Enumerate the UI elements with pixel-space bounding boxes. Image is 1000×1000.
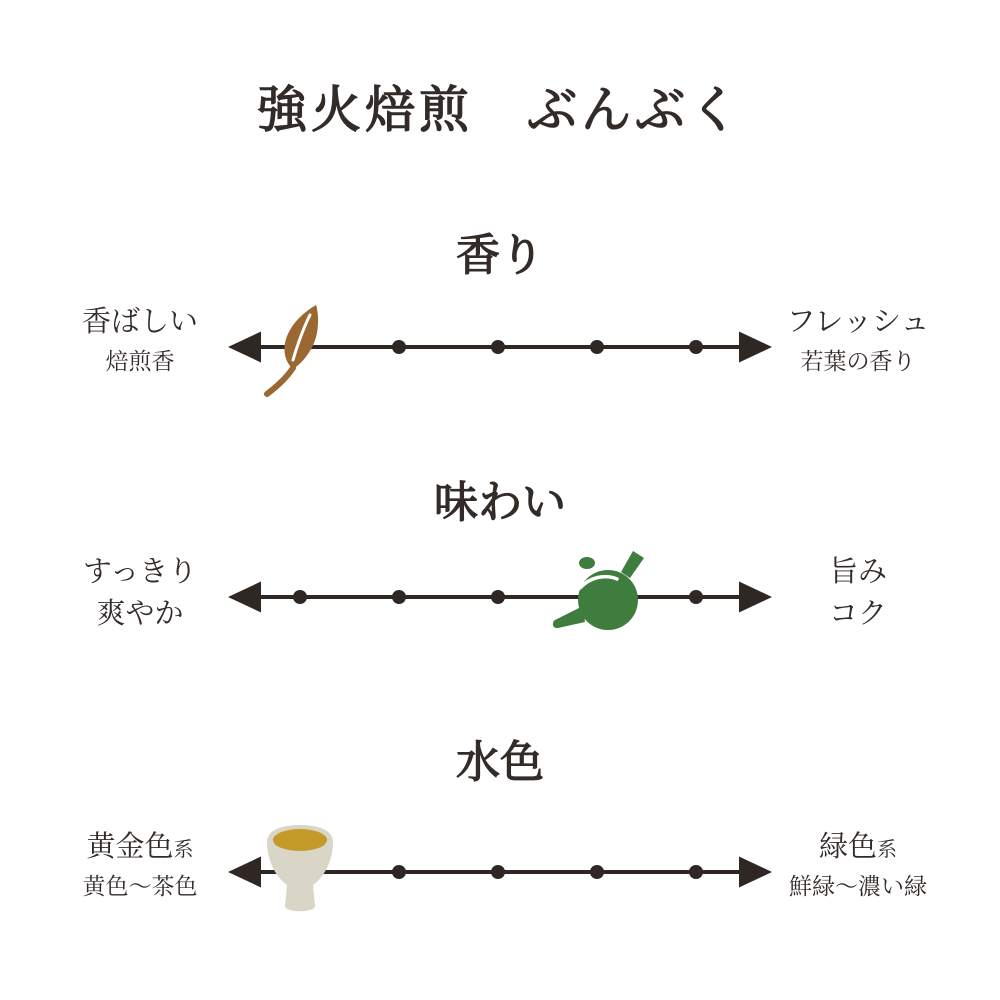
liquor-right-sub: 鮮緑〜濃い緑 (789, 873, 927, 899)
tick-dot (689, 340, 703, 354)
tick-dot (491, 590, 505, 604)
teapot-knob (579, 557, 595, 569)
taste-left-main: すっきり (82, 556, 198, 588)
tick-dot (689, 590, 703, 604)
liquor-right-label (758, 828, 958, 903)
left-arrowhead-icon (228, 332, 261, 363)
aroma-right-label (758, 303, 958, 378)
tick-dot (590, 865, 604, 879)
tick-dot (689, 865, 703, 879)
tick-dot (392, 340, 406, 354)
cup-tea-surface (273, 829, 327, 851)
teapot-handle (621, 551, 644, 578)
teapot-icon (547, 538, 647, 643)
tick-dot (590, 340, 604, 354)
left-arrowhead-icon (228, 857, 261, 888)
taste-right-sub: コク (828, 598, 887, 630)
liquor-left-main: 黄金色系 (86, 831, 194, 863)
tick-dot (293, 590, 307, 604)
liquor-right-main: 緑色系 (818, 831, 897, 863)
taste-right-label (758, 553, 958, 634)
scale-title-liquor: 水色 (456, 738, 544, 787)
scale-title-taste: 味わい (434, 478, 566, 527)
teapot-body (578, 570, 638, 630)
scale-title-aroma: 香り (456, 231, 544, 280)
taste-left-sub: 爽やか (96, 598, 184, 630)
aroma-right-sub: 若葉の香り (800, 348, 916, 374)
aroma-left-sub: 焙煎香 (105, 348, 175, 374)
aroma-left-main: 香ばしい (81, 306, 198, 338)
left-arrowhead-icon (228, 582, 261, 613)
roasted-tea-leaf-icon (260, 303, 340, 398)
liquor-left-sub: 黄色〜茶色 (82, 873, 198, 899)
taste-right-main: 旨み (828, 556, 887, 588)
aroma-right-main: フレッシュ (786, 306, 930, 338)
page-title: 強火焙煎 ぶんぶく (257, 82, 743, 138)
tick-dot (392, 590, 406, 604)
tick-dot (491, 865, 505, 879)
tick-dot (392, 865, 406, 879)
tea-cup-icon (260, 822, 340, 922)
tick-dot (491, 340, 505, 354)
